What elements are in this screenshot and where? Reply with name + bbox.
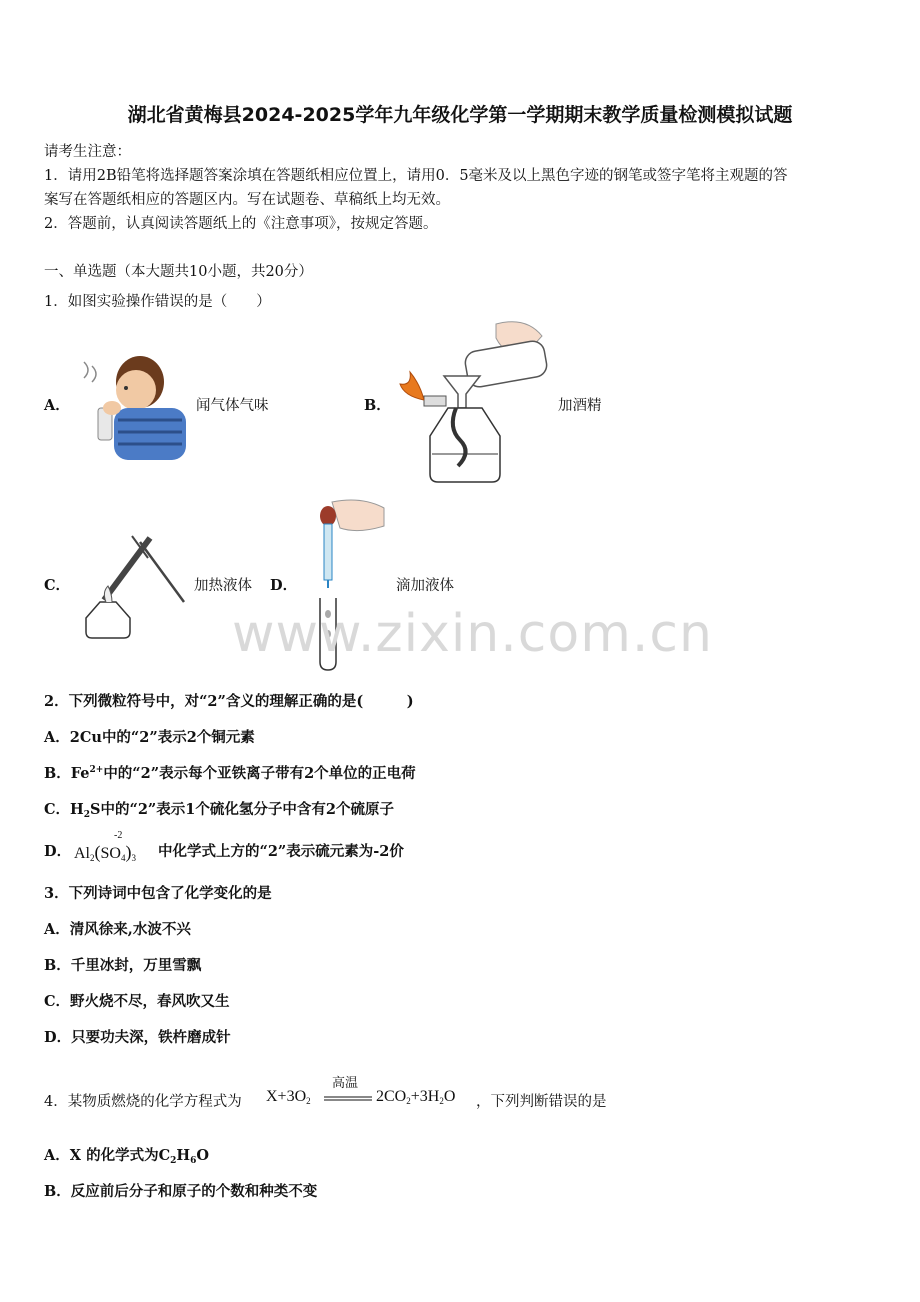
adding-alcohol-illustration (396, 318, 550, 484)
q2-stem: 2．下列微粒符号中，对“2”含义的理解正确的是( ) (44, 693, 414, 710)
notice-item2: 2．答题前，认真阅读答题纸上的《注意事项》，按规定答题。 (44, 216, 438, 232)
q4-option-a (44, 1144, 209, 1166)
notice-heading: 请考生注意： (44, 144, 131, 160)
q2-option-d-text: 中化学式上方的“2”表示硫元素为-2价 (158, 843, 404, 860)
formula-so: SO (100, 845, 121, 862)
formula-al-sub: 2 (90, 853, 95, 863)
formula-charge: -2 (114, 830, 123, 841)
q1-option-c-text: 加热液体 (194, 578, 252, 594)
q2-option-a-text: 中的“2”表示2个铜元素 (101, 729, 255, 746)
q3-option-c-text: 野火烧不尽，春风吹又生 (70, 993, 230, 1010)
watermark: www.zixin.com.cn (232, 604, 713, 664)
eq-left-sub: 2 (306, 1096, 311, 1106)
section-heading: 一、单选题（本大题共10小题，共20分） (44, 264, 313, 280)
f-c: C (158, 1147, 171, 1164)
q2-option-b-formula: Fe (70, 765, 90, 782)
eq-right2-sub: 2 (439, 1096, 444, 1106)
q1-stem: 1．如图实验操作错误的是（ ） (44, 294, 271, 310)
q3-option-c-letter: C． (44, 993, 71, 1010)
eq-right3: O (443, 1088, 456, 1105)
q4-option-b-letter: B． (44, 1183, 71, 1200)
q1-option-c-letter: C． (44, 577, 71, 594)
q2-option-a-letter: A． (44, 729, 70, 746)
q1-option-d-text: 滴加液体 (396, 578, 454, 594)
f-h: H (176, 1147, 191, 1164)
eq-right2: +3H (410, 1088, 440, 1105)
q2-option-b-text: 中的“2”表示每个亚铁离子带有2个单位的正电荷 (103, 765, 416, 782)
q4-option-a-letter: A． (44, 1147, 70, 1164)
q3-option-a (44, 918, 191, 939)
q1-option-a-text: 闻气体气味 (196, 398, 269, 414)
notice-item1-line2: 案写在答题纸相应的答题区内。写在试题卷、草稿纸上均无效。 (44, 192, 450, 208)
q2-option-c-formula-h: H (70, 801, 84, 818)
q3-option-c (44, 990, 230, 1011)
eq-right1-sub: 2 (406, 1096, 411, 1106)
f-c-sub: 2 (170, 1156, 177, 1166)
eq-right1: 2CO (376, 1088, 407, 1105)
q3-option-d-letter: D． (44, 1029, 72, 1046)
q1-option-d-letter: D． (270, 577, 298, 594)
q1-option-b-letter: B． (364, 397, 391, 414)
q2-option-a (44, 726, 255, 747)
q2-option-b (44, 762, 416, 783)
q2-option-d-formula: $Al_2(SO_4)_3$ (74, 842, 136, 863)
q2-option-b-charge: 2+ (89, 765, 104, 775)
f-o: O (196, 1147, 210, 1164)
formula-outer-sub: 3 (131, 853, 136, 863)
q1-option-a-letter: A． (44, 397, 70, 414)
q2-option-c-letter: C． (44, 801, 71, 818)
q4-option-a-text: 的化学式为 (86, 1147, 159, 1164)
q4-equation-condition: 高温 (332, 1076, 359, 1091)
formula-al: Al (74, 845, 90, 862)
smelling-gas-illustration (78, 348, 190, 462)
q3-option-b-letter: B． (44, 957, 71, 974)
formula-so-sub: 4 (120, 853, 126, 863)
q3-option-a-text: 清风徐来,水波不兴 (69, 921, 191, 938)
q4-option-b (44, 1180, 317, 1201)
q2-option-d-letter: D． (44, 843, 72, 860)
q3-option-b (44, 954, 201, 975)
q4-stem-pre: 4．某物质燃烧的化学方程式为 (44, 1094, 242, 1110)
notice-item1-line1: 1．请用2B铅笔将选择题答案涂填在答题纸相应位置上，请用0．5毫米及以上黑色字迹的钢笔或签字笔将主观题的答 (44, 168, 788, 184)
q4-equation-left (266, 1088, 311, 1106)
page-title: 湖北省黄梅县2024-2025学年九年级化学第一学期期末教学质量检测模拟试题 (127, 104, 793, 126)
f-h-sub: 6 (190, 1156, 197, 1166)
q2-option-c-text: 中的“2”表示1个硫化氢分子中含有2个硫原子 (100, 801, 394, 818)
q4-equation-right (376, 1088, 455, 1106)
q3-option-a-letter: A． (44, 921, 70, 938)
heating-liquid-illustration (76, 532, 188, 642)
q2-option-b-letter: B． (44, 765, 71, 782)
q2-option-c-formula-sub: 2 (83, 810, 91, 820)
q2-option-a-formula: 2Cu (69, 729, 102, 746)
q4-stem-post: ，下列判断错误的是 (476, 1094, 607, 1110)
q2-option-c (44, 798, 394, 820)
q4-option-a-x: X (69, 1147, 82, 1164)
q2-option-c-formula-s: S (90, 801, 101, 818)
q3-option-d-text: 只要功夫深，铁杵磨成针 (71, 1029, 231, 1046)
q4-option-b-text: 反应前后分子和原子的个数和种类不变 (70, 1183, 318, 1200)
eq-left: X+3O (266, 1088, 307, 1105)
q1-option-b-text: 加酒精 (558, 398, 602, 414)
q3-option-b-text: 千里冰封，万里雪飘 (70, 957, 202, 974)
q3-option-d (44, 1026, 231, 1047)
equation-double-arrow (324, 1096, 374, 1102)
q3-stem: 3．下列诗词中包含了化学变化的是 (44, 885, 272, 902)
